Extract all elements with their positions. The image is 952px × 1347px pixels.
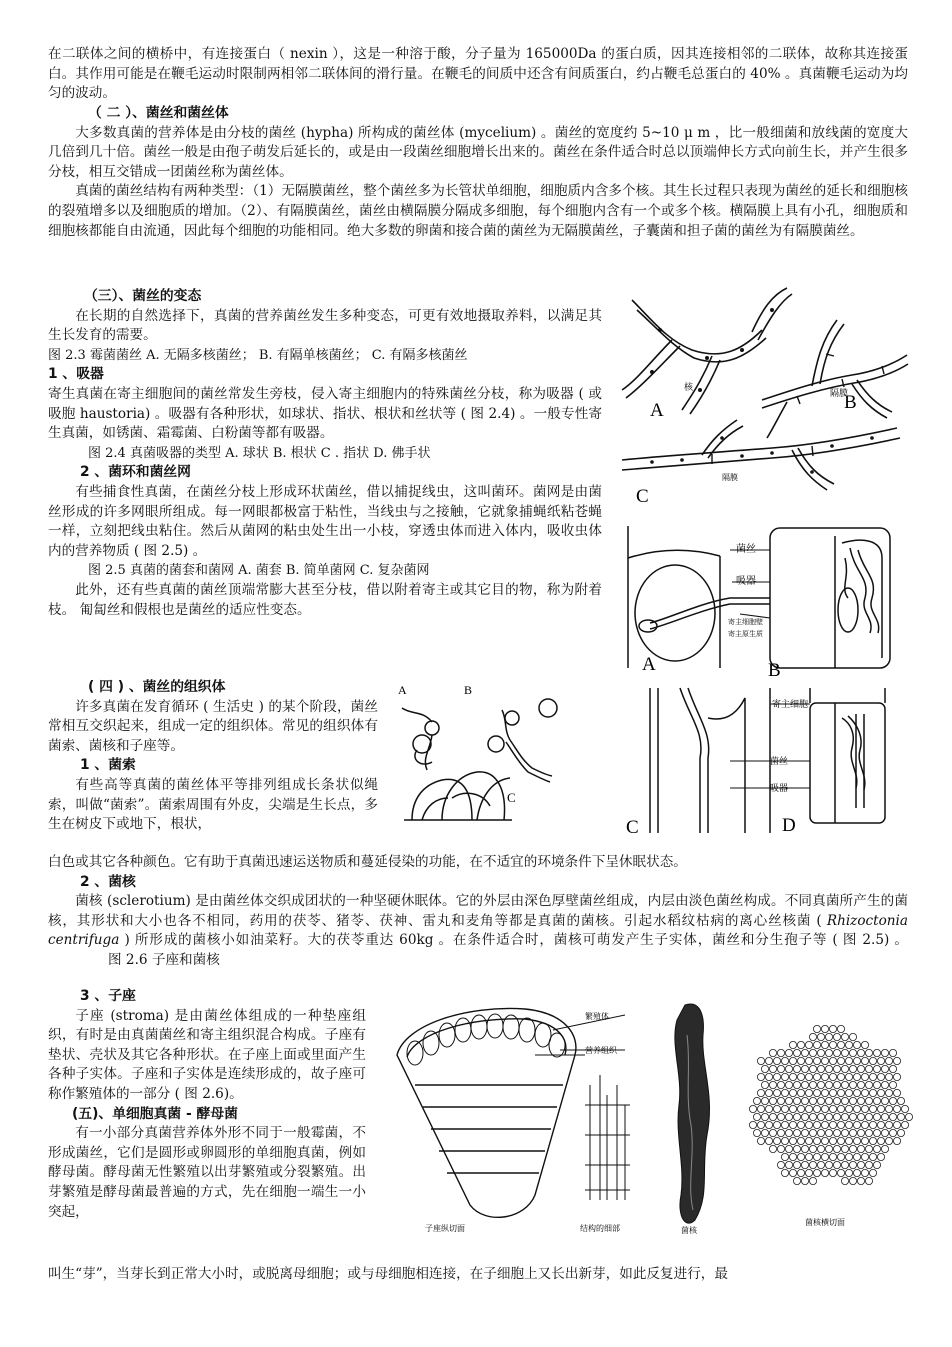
- paragraph-hypha-types: 真菌的菌丝结构有两种类型：（1）无隔膜菌丝，整个菌丝多为长管状单细胞，细胞质内含多个核。其生长过程只表现为菌丝的延长和细胞核的裂殖增多以及细胞质的增加。（2）、有隔膜菌丝，菌丝由横隔膜分隔成多细胞，每个细胞内含有一个或多个核。横隔膜上具有小孔，细胞质和细胞核都能自由流通，因此每个细胞的功能相同。绝大多数的卵菌和接合菌的菌丝为无隔膜菌丝，子囊菌和担子菌的菌丝为有隔膜菌丝。: [48, 183, 908, 239]
- label-nucleus: 核: [684, 382, 694, 392]
- paragraph-rings-nets: 有些捕食性真菌，在菌丝分枝上形成环状菌丝，借以捕捉线虫，这叫菌环。菌网是由菌丝形成的许多网眼所组成。每一网眼都极富于粘性，当线虫与之接触，它就象捕蝇纸粘苍蝇一样，立刻把线虫粘住。然后从菌网的粘虫处生出一小枝，穿透虫体而进入体内，吸收虫体内的营养物质 ( 图 2.5) 。: [48, 483, 602, 559]
- paragraph-appressoria: 此外，还有些真菌的菌丝顶端常膨大甚至分枝，借以附着寄主或其它目的物，称为附着枝。 匍匐丝和假根也是菌丝的适应性变态。: [48, 581, 602, 618]
- label-c: C: [626, 817, 639, 838]
- species-name: Rhizoctonia centrifuga: [48, 912, 908, 949]
- section-sclerotium: [48, 853, 908, 971]
- caption-stroma-section: 子座纵切面: [425, 1224, 465, 1233]
- label-septum-c: 隔膜: [722, 473, 738, 482]
- paragraph-nexin: 在二联体之间的横桥中，有连接蛋白（ nexin ），这是一种溶于酸，分子量为 165000Da 的蛋白质，因其连接相邻的二联体，故称其连接蛋白。其作用可能是在鞭毛运动时限制两相邻二联体间的滑行量。在鞭毛的间质中还含有间质蛋白，约占鞭毛总蛋白的 40% 。真菌鞭毛运动为均匀的波动。: [48, 46, 908, 102]
- label-hypha-1: 菌丝: [736, 544, 756, 555]
- sclerotium-text-a: 菌核 (sclerotium) 是由菌丝体交织成团状的一种坚硬休眠体。它的外层由深色厚壁菌丝组成，内层由淡色菌丝构成。不同真菌所产生的菌核，其形状和大小也各不相同，药用的茯苓、猪苓、茯神、雷丸和麦角等都是真菌的菌核。引起水稻纹枯病的离心丝核菌 (: [48, 893, 908, 929]
- section-hypha: [48, 104, 908, 241]
- paragraph-tissue: 许多真菌在发育循环 ( 生活史 ) 的某个阶段，菌丝常相互交织起来，组成一定的组织体。常见的组织体有菌索、菌核和子座等。: [48, 698, 378, 754]
- caption-detail: 结构的细部: [580, 1224, 620, 1233]
- label-b: B: [464, 683, 473, 697]
- paragraph-stroma: 子座 (stroma) 是由菌丝体组成的一种垫座组织，有时是由真菌菌丝和寄主组织混合构成。子座有垫状、壳状及其它各种形状。在子座上面或里面产生各种子实体。子座和子实体是连续形成的，故子座可称作繁殖体的一部分 ( 图 2.6)。: [48, 1007, 366, 1102]
- paragraph-sclerotium: [48, 892, 908, 970]
- label-vegetative: 营养组织: [585, 1046, 617, 1055]
- sclerotium-text-b: ) 所形成的菌核小如油菜籽。大的茯苓重达 60kg 。在条件适合时，菌核可萌发产生子实体，菌丝和分生孢子等 ( 图 2.5) 。: [124, 932, 909, 949]
- label-hypha-2: 菌丝: [770, 756, 789, 766]
- heading-stroma: 3 、子座: [80, 988, 136, 1004]
- label-a: A: [650, 400, 664, 421]
- label-c: C: [507, 790, 516, 805]
- section-tissue: [48, 678, 378, 835]
- label-b: B: [844, 392, 857, 413]
- section-budding: [48, 1265, 908, 1285]
- label-fruiting: 繁殖体: [585, 1012, 609, 1021]
- label-haustorium-2: 吸器: [770, 783, 789, 793]
- figure-2-4-caption: 图 2.4 真菌吸器的类型 A. 球状 B. 根状 C . 指状 D. 佛手状: [88, 445, 431, 461]
- label-d: D: [782, 815, 796, 836]
- label-a: A: [642, 654, 656, 675]
- heading-rhizomorph: 1 、菌索: [80, 757, 136, 774]
- paragraph-rhizomorph-b: 白色或其它各种颜色。它有助于真菌迅速运送物质和蔓延侵染的功能，在不适宜的环境条件下呈休眠状态。: [48, 854, 687, 870]
- label-a: A: [398, 683, 407, 697]
- section-heading-5: (五)、单细胞真菌 - 酵母菌: [72, 1105, 238, 1122]
- label-host-wall: 寄主细胞壁: [728, 618, 763, 626]
- heading-rings-nets: 2 、菌环和菌丝网: [80, 464, 191, 481]
- label-host-cell: 寄主细胞: [772, 699, 809, 709]
- label-c: C: [636, 486, 649, 507]
- intro-paragraph: [48, 45, 908, 104]
- paragraph-haustorium: 寄生真菌在寄主细胞间的菌丝常发生旁枝，侵入寄主细胞内的特殊菌丝分枝，称为吸器 ( 或吸胞 haustoria) 。吸器有各种形状，如球状、指状、根状和丝状等 ( 图 2.4) 。一般专性寄生真菌，如锈菌、霜霉菌、白粉菌等都有吸器。: [48, 385, 602, 442]
- paragraph-rhizomorph-a: 有些高等真菌的菌丝体平等排列组成长条状似绳索，叫做“菌索”。菌索周围有外皮，尖端是生长点，多生在树皮下或地下，根状，: [48, 776, 378, 833]
- section-heading-4: ( 四 ) 、菌丝的组织体: [88, 679, 226, 695]
- section-stroma: [48, 987, 366, 1222]
- figure-2-6-caption: 图 2.6 子座和菌核: [108, 951, 220, 968]
- figure-2-6-stroma: [385, 995, 915, 1245]
- label-b: B: [768, 660, 781, 681]
- section-heading-3: （三）、菌丝的变态: [84, 288, 202, 304]
- label-host-protoplast: 寄主原生质: [728, 630, 763, 638]
- figure-2-5-caption: 图 2.5 真菌的菌套和菌网 A. 菌套 B. 简单菌网 C. 复杂菌网: [88, 563, 430, 579]
- label-haustorium-1: 吸器: [736, 576, 756, 587]
- section-heading-2: （ 二 ）、菌丝和菌丝体: [88, 105, 229, 121]
- figure-2-3-hyphae: [612, 280, 912, 515]
- caption-sclerotium: 菌核: [681, 1226, 697, 1235]
- paragraph-modification: 在长期的自然选择下，真菌的营养菌丝发生多种变态，可更有效地摄取养料，以满足其生长发育的需要。: [48, 307, 602, 344]
- heading-sclerotium: 2 、菌核: [80, 873, 136, 890]
- section-modification: [48, 287, 602, 620]
- heading-haustorium: 1 、吸器: [48, 366, 104, 383]
- paragraph-hypha: 大多数真菌的营养体是由分枝的菌丝 (hypha) 所构成的菌丝体 (mycelium) 。菌丝的宽度约 5~10 μ m ，比一般细菌和放线菌的宽度大几倍到几十倍。菌丝一般是由孢子萌发后延长的，或是由一段菌丝细胞增长出来的。菌丝在条件适合时总以顶端伸长方式向前生长，并产生很多分枝，相互交错成一团菌丝称为菌丝体。: [48, 124, 908, 180]
- paragraph-yeast: 有一小部分真菌营养体外形不同于一般霉菌，不形成菌丝，它们是圆形或卵圆形的单细胞真菌，例如酵母菌。酵母菌无性繁殖以出芽繁殖或分裂繁殖。出芽繁殖是酵母菌最普遍的方式，先在细胞一端生一小突起，: [48, 1125, 366, 1220]
- caption-sclerotium-section: 菌核横切面: [805, 1218, 845, 1227]
- figure-2-3-caption: 图 2.3 霉菌菌丝 A. 无隔多核菌丝； B. 有隔单核菌丝； C. 有隔多核菌丝: [48, 347, 468, 363]
- label-septum: 隔膜: [830, 388, 849, 398]
- sclerotium-cells: [749, 1025, 912, 1184]
- figure-2-4-haustoria: [620, 518, 910, 843]
- figure-2-5-nets: [392, 680, 612, 830]
- paragraph-budding: 叫生“芽”，当芽长到正常大小时，或脱离母细胞；或与母细胞相连接，在子细胞上又长出新芽，如此反复进行，最: [48, 1266, 728, 1282]
